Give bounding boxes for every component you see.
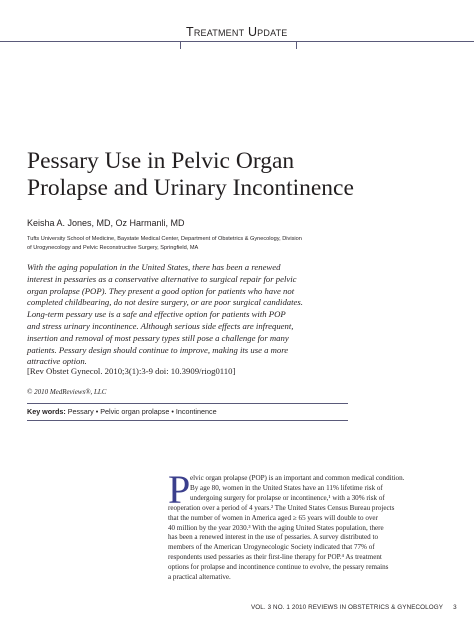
- header-rule: [0, 41, 474, 42]
- body-line: elvic organ prolapse (POP) is an important and common medical condition.: [190, 474, 405, 482]
- body-line: undergoing surgery for prolapse or incontinence,¹ with a 30% risk of: [190, 493, 385, 502]
- abstract-line: completed childbearing, do not desire surgery, or are poor surgical candidates.: [27, 297, 303, 308]
- keywords-rule-bottom: [27, 420, 348, 421]
- section-header: Treatment Update: [186, 25, 288, 39]
- header-tick-right: [296, 41, 297, 49]
- affiliation-line: Tufts University School of Medicine, Baystate Medical Center, Department of Obstetrics & Gynecology, Division: [27, 236, 302, 242]
- drop-cap: P: [168, 467, 191, 512]
- affiliation-line: of Urogynecology and Pelvic Reconstructive Surgery, Springfield, MA: [27, 245, 199, 252]
- authors: Keisha A. Jones, MD, Oz Harmanli, MD: [27, 218, 185, 228]
- footer-journal: VOL. 3 NO. 1 2010 REVIEWS IN OBSTETRICS & GYNECOLOGY: [251, 604, 444, 611]
- abstract-line: attractive option.: [27, 356, 87, 367]
- affiliation: [27, 235, 457, 253]
- body-line: options for prolapse and incontinence continue to evolve, the pessary remains: [168, 563, 389, 572]
- body-paragraph: [168, 467, 448, 583]
- keywords-rule-top: [27, 403, 348, 404]
- abstract-line: interest in pessaries as a conservative alternative to surgical repair for pelvic: [27, 273, 297, 284]
- title-line: Prolapse and Urinary Incontinence: [27, 175, 354, 201]
- abstract-line: organ prolapse (POP). They present a good option for patients who have not: [27, 285, 295, 296]
- abstract-line: With the aging population in the United States, there has been a renewed: [27, 262, 281, 272]
- keywords: [27, 407, 217, 416]
- body-line: has been a renewed interest in the use of pessaries. A survey distributed to: [168, 533, 378, 542]
- body-line: By age 80, women in the United States have an 11% lifetime risk of: [190, 483, 383, 492]
- page-footer: [251, 604, 457, 611]
- copyright: © 2010 MedReviews®, LLC: [27, 388, 107, 396]
- page-number: 3: [453, 604, 457, 611]
- article-title: [27, 148, 457, 202]
- citation: [Rev Obstet Gynecol. 2010;3(1):3-9 doi: 10.3909/riog0110]: [27, 366, 236, 376]
- abstract-line: insertion and removal of most pessary types still pose a challenge for many: [27, 332, 289, 343]
- body-line: 40 million by the year 2030.³ With the aging United States population, there: [168, 523, 384, 532]
- title-line: Pessary Use in Pelvic Organ: [27, 148, 295, 174]
- body-line: that the number of women in America aged ≥ 65 years will double to over: [168, 513, 378, 522]
- body-line: a practical alternative.: [168, 573, 231, 582]
- body-line: members of the American Urogynecologic Society indicated that 77% of: [168, 543, 375, 552]
- body-line: reoperation over a period of 4 years.² The United States Census Bureau projects: [168, 503, 395, 512]
- keywords-list: Pessary • Pelvic organ prolapse • Incontinence: [67, 407, 217, 416]
- abstract-line: Long-term pessary use is a safe and effective option for patients with POP: [27, 309, 286, 320]
- abstract-line: patients. Pessary design should continue to improve, making its use a more: [27, 344, 289, 355]
- abstract-line: and stress urinary incontinence. Although serious side effects are infrequent,: [27, 320, 294, 331]
- body-line: respondents used pessaries as their first-line therapy for POP.⁴ As treatment: [168, 553, 382, 562]
- keywords-label: Key words:: [27, 407, 66, 416]
- abstract: [27, 262, 457, 368]
- header-tick-left: [180, 41, 181, 49]
